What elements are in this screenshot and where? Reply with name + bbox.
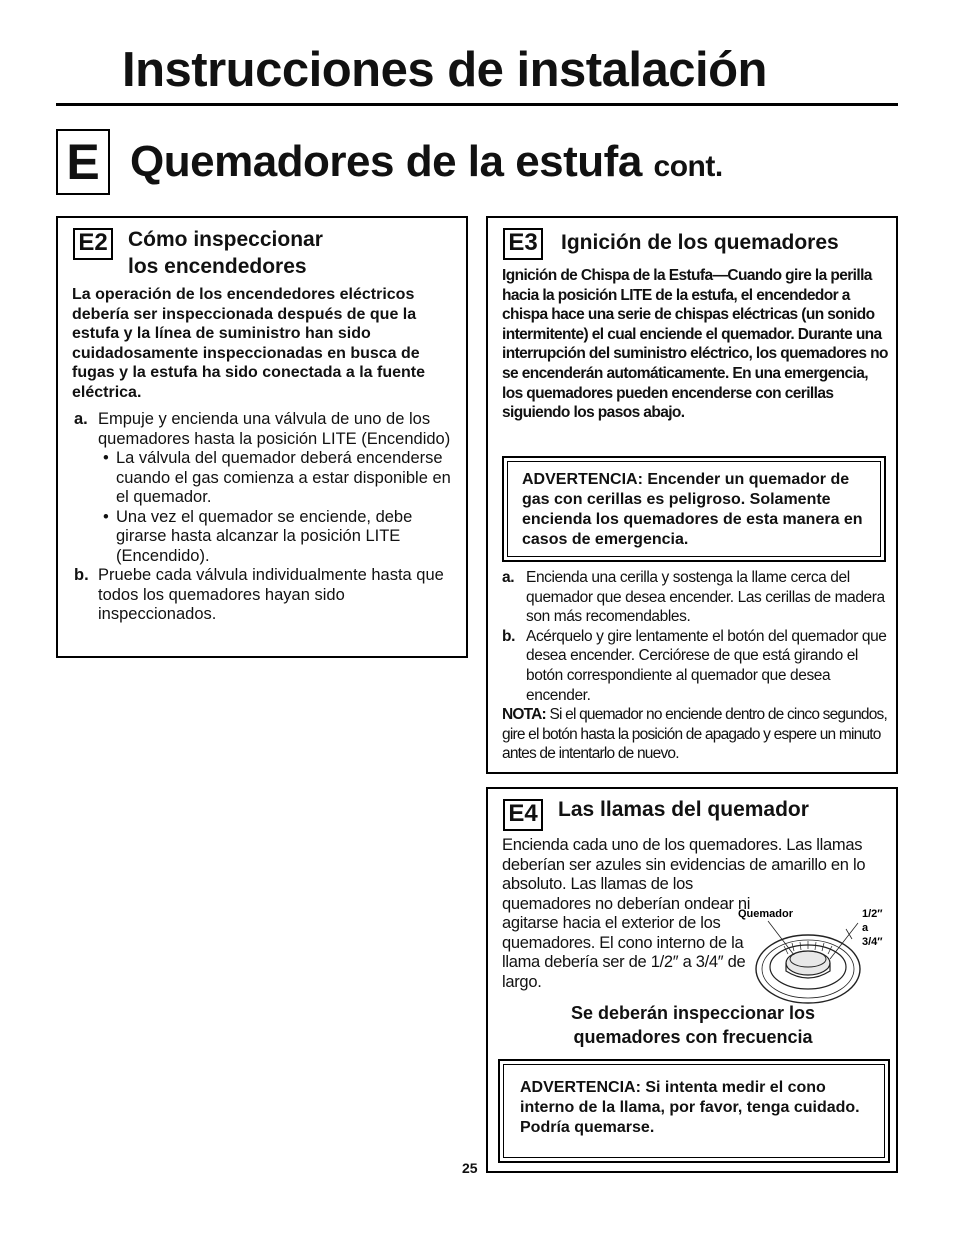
e3-step-b-marker: b. [502,627,515,645]
e2-bullet-1-text: La válvula del quemador deberá encenderse cuando el gas comienza a estar disponible en el quemador. [116,449,451,506]
e4-badge: E4 [503,799,543,831]
e3-panel [486,216,898,774]
e3-warning-text: ADVERTENCIA: Encender un quemador de gas con cerillas es peligroso. Solamente encienda los quemadores de esta manera en casos de emergencia. [507,461,881,557]
e2-step-b-marker: b. [74,566,89,584]
e4-emphasis-line1: Se deberán inspeccionar los [570,1003,816,1023]
e3-steps [502,568,888,764]
e4-panel [486,787,898,1173]
e4-warning-text: ADVERTENCIA: Si intenta medir el cono interno de la llama, por favor, tenga cuidado. Podría quemarse. [503,1064,885,1158]
burner-drawing [756,921,860,1003]
e3-step-a-text: Encienda una cerilla y sostenga la llame cerca del quemador que desea encender. Las cerillas de madera son más recomendables. [526,569,885,626]
e3-badge: E3 [503,228,543,260]
e2-title [128,226,323,280]
section-title-text: Quemadores de la estufa [130,137,642,186]
figure-dim-1: 1/2″ [862,908,883,920]
e3-warning [502,456,886,562]
e2-bullet-1 [58,449,458,508]
e3-step-a [502,568,888,627]
e2-panel [56,216,468,658]
e2-title-line1: Cómo inspeccionar [128,228,323,251]
e3-step-b [502,627,888,705]
bullet-icon: • [103,507,109,526]
section-title [130,137,723,186]
e2-steps [58,410,458,625]
page-title: Instrucciones de instalación [122,43,767,97]
e3-note [502,705,888,764]
e3-step-a-marker: a. [502,569,515,586]
e2-step-a [58,410,458,449]
e3-note-text: Si el quemador no enciende dentro de cinco segundos, gire el botón hasta la posición de apagado y espere un minuto antes de intentarlo de nuevo. [502,706,888,763]
e2-step-a-marker: a. [74,410,88,428]
figure-dim-3: 3/4″ [862,936,883,948]
title-divider [56,103,898,106]
e2-badge: E2 [73,228,113,260]
bullet-icon: • [103,449,109,467]
e2-bullet-2-text: Una vez el quemador se enciende, debe girarse hasta alcanzar la posición LITE (Encendido). [116,507,413,565]
e2-bullet-2 [58,508,458,567]
e3-intro: Ignición de Chispa de la Estufa—Cuando gire la perilla hacia la posición LITE de la estufa, el encendedor a chispa hace una serie de chispas eléctricas (un sonido intermitente) el cual enciende el quemador. Durante una interrupción del suministro eléctrico, los quemadores no se encenderán automáticamente. En una emergencia, los quemadores pueden encenderse con cerillas siguiendo los pasos abajo. [502,267,888,422]
e4-emphasis-line2: quemadores con frecuencia [573,1027,813,1047]
e4-paragraph-top: Encienda cada uno de los quemadores. Las llamas deberían ser azules sin evidencias de amarillo en lo absoluto. Las llamas de los [502,836,866,893]
section-title-suffix: cont. [653,150,723,183]
figure-label-burner: Quemador [738,908,794,920]
e2-step-b [58,566,458,625]
e4-title: Las llamas del quemador [558,798,809,821]
e2-step-a-text: Empuje y encienda una válvula de uno de los quemadores hasta la posición LITE (Encendido) [98,410,451,448]
e3-title: Ignición de los quemadores [561,231,839,254]
figure-dim-2: a [862,922,869,934]
e4-emphasis [488,1001,898,1049]
e4-paragraph-wrap: quemadores no deberían ondear ni agitarse hacia el exterior de los quemadores. El cono interno de la llama debería ser de 1/2″ a 3/4″ de largo. [502,894,751,991]
burner-diagram [738,899,898,1014]
e4-warning [498,1059,890,1163]
section-letter-badge: E [56,129,110,195]
e3-note-label: NOTA: [502,706,546,724]
e2-intro: La operación de los encendedores eléctricos debería ser inspeccionada después de que la estufa y la línea de suministro han sido cuidadosamente inspeccionadas en busca de fugas y la estufa ha sido conectada a la fuente eléctrica. [72,286,425,401]
page-number: 25 [462,1160,478,1176]
e2-title-line2: los encendedores [128,255,307,278]
e3-step-b-text: Acérquelo y gire lentamente el botón del quemador que desea encender. Cerciórese de que está girando el botón correspondiente al quemador que desea encender. [526,627,887,704]
e2-step-b-text: Pruebe cada válvula individualmente hasta que todos los quemadores hayan sido inspeccionados. [98,566,444,623]
